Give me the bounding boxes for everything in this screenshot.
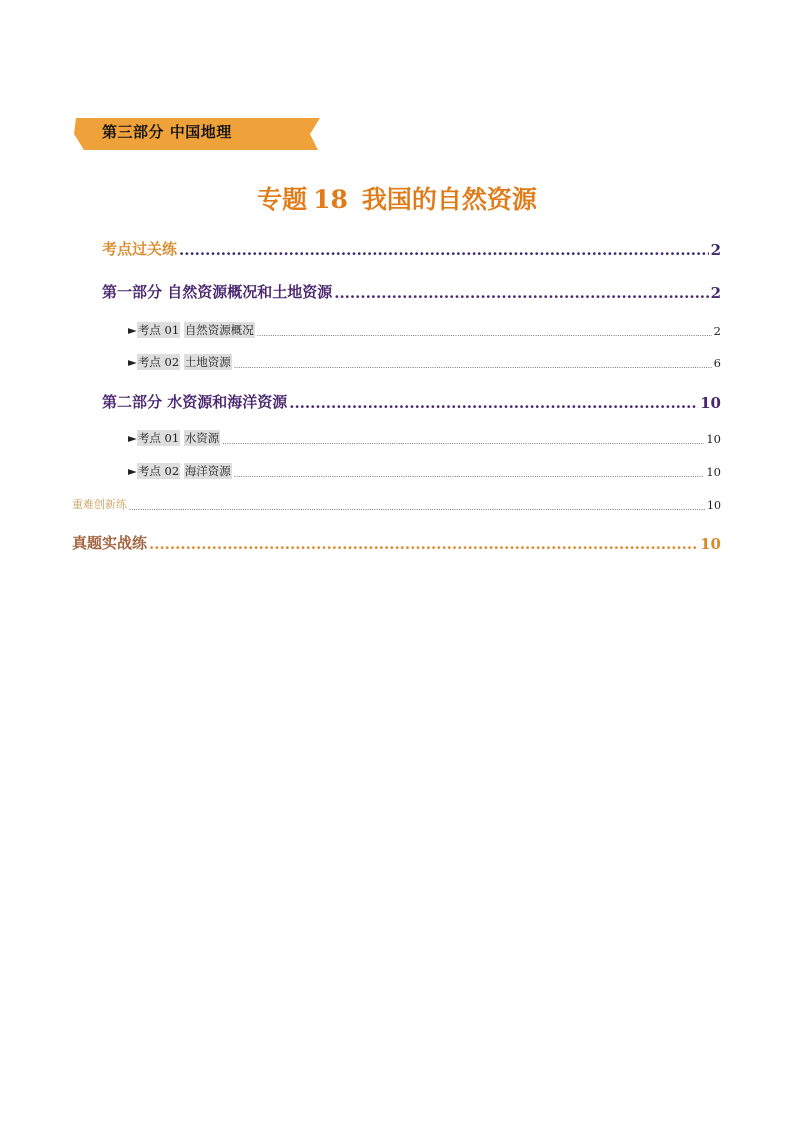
toc-leader-dots bbox=[334, 284, 708, 302]
toc-page-number: 10 bbox=[707, 499, 721, 512]
toc-leader-dots bbox=[257, 330, 712, 338]
toc-entry-part2[interactable] bbox=[102, 391, 721, 412]
toc-leader-dots bbox=[289, 394, 698, 412]
arrow-icon: ► bbox=[128, 464, 137, 478]
toc-label bbox=[128, 354, 232, 370]
toc-entry-part1-item2[interactable] bbox=[128, 354, 721, 370]
toc-page-number: 10 bbox=[706, 465, 721, 479]
toc-label: 第一部分 自然资源概况和土地资源 bbox=[102, 283, 333, 301]
arrow-icon: ► bbox=[128, 323, 137, 337]
kaodian-num: 02 bbox=[164, 464, 180, 478]
toc-entry-kaodian-guoguan[interactable] bbox=[102, 238, 721, 259]
kaodian-word: 考点 bbox=[137, 355, 161, 369]
toc-kaodian-tag bbox=[137, 430, 180, 446]
toc-item-text: 海洋资源 bbox=[184, 464, 231, 478]
toc-kaodian-tag bbox=[137, 322, 180, 338]
toc-label: 真题实战练 bbox=[72, 534, 148, 552]
toc-label bbox=[128, 430, 220, 446]
title-text: 我国的自然资源 bbox=[361, 185, 537, 214]
kaodian-num: 02 bbox=[164, 355, 180, 369]
toc-label bbox=[128, 322, 255, 338]
toc-entry-part1[interactable] bbox=[102, 281, 721, 302]
toc-page-number: 10 bbox=[700, 394, 721, 412]
toc-entry-part1-item1[interactable] bbox=[128, 322, 721, 338]
title-prefix: 专题 bbox=[257, 185, 308, 214]
toc-leader-dots bbox=[149, 535, 698, 553]
toc-item-text: 水资源 bbox=[184, 431, 220, 445]
section-banner bbox=[72, 116, 322, 152]
toc-item-text: 土地资源 bbox=[184, 355, 231, 369]
toc-entry-zhenti[interactable] bbox=[72, 532, 721, 553]
kaodian-word: 考点 bbox=[137, 464, 161, 478]
toc-kaodian-tag bbox=[137, 354, 180, 370]
toc-leader-dots bbox=[179, 241, 709, 259]
kaodian-num: 01 bbox=[164, 431, 180, 445]
toc-leader-dots bbox=[234, 362, 712, 370]
toc-label: 重难创新练 bbox=[72, 498, 127, 511]
toc-item-text: 自然资源概况 bbox=[184, 323, 254, 337]
kaodian-num: 01 bbox=[164, 323, 180, 337]
toc-label bbox=[128, 463, 232, 479]
toc-kaodian-tag bbox=[137, 463, 180, 479]
arrow-icon: ► bbox=[128, 431, 137, 445]
toc-page-number: 2 bbox=[710, 284, 721, 302]
toc-leader-dots bbox=[234, 471, 705, 479]
page-title bbox=[0, 180, 794, 216]
toc-entry-zhongnan[interactable] bbox=[72, 496, 721, 512]
toc-entry-part2-item1[interactable] bbox=[128, 430, 721, 446]
toc-page-number: 10 bbox=[706, 432, 721, 446]
toc-label: 第二部分 水资源和海洋资源 bbox=[102, 393, 288, 411]
toc-entry-part2-item2[interactable] bbox=[128, 463, 721, 479]
arrow-icon: ► bbox=[128, 355, 137, 369]
toc-leader-dots bbox=[222, 438, 704, 446]
toc-page-number: 2 bbox=[710, 241, 721, 259]
toc-page-number: 10 bbox=[700, 535, 721, 553]
title-number: 18 bbox=[313, 185, 348, 214]
toc-page-number: 2 bbox=[713, 324, 721, 338]
toc-leader-dots bbox=[129, 504, 705, 512]
kaodian-word: 考点 bbox=[137, 323, 161, 337]
toc-label: 考点过关练 bbox=[102, 240, 178, 258]
kaodian-word: 考点 bbox=[137, 431, 161, 445]
banner-label: 第三部分 中国地理 bbox=[102, 123, 232, 141]
toc-page-number: 6 bbox=[713, 356, 721, 370]
